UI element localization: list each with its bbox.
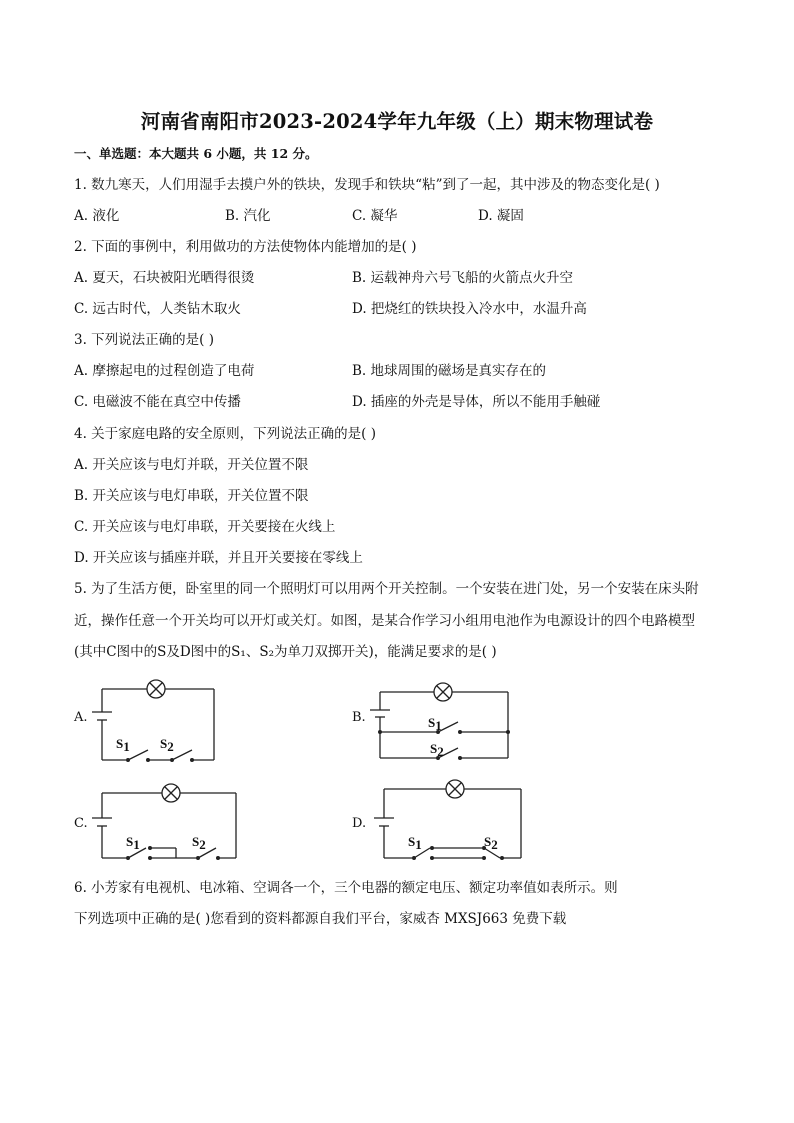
circuit-diagram-a [88,676,228,771]
question-1-stem: 1. 数九寒天，人们用湿手去摸户外的铁块，发现手和铁块“粘”到了一起，其中涉及的物态变化是( ) [74,177,660,193]
svg-text:S1: S1 [116,736,130,754]
q4-option-d: D. 开关应该与插座并联，并且开关要接在零线上 [74,550,363,566]
q4-option-b: B. 开关应该与电灯串联，开关位置不限 [74,488,309,504]
circuit-d-label: D. [352,816,367,831]
section-heading: 一、单选题：本大题共 6 小题，共 12 分。 [74,146,318,161]
page-title: 河南省南阳市2023-2024学年九年级（上）期末物理试卷 [140,110,654,133]
circuit-a-label: A. [74,710,88,725]
q1-option-c: C. 凝华 [352,208,398,224]
circuit-diagram-d [372,776,532,866]
svg-text:S2: S2 [430,741,444,759]
question-6-line-2: 下列选项中正确的是( )您看到的资料都源自我们平台，家威杏 MXSJ663 免费下载 [74,911,567,927]
q2-option-b: B. 运载神舟六号飞船的火箭点火升空 [352,270,574,286]
q3-option-a: A. 摩擦起电的过程创造了电荷 [74,363,255,379]
question-5-line-3: (其中C图中的S及D图中的S₁、S₂为单刀双掷开关)，能满足要求的是( ) [74,644,497,660]
q2-option-d: D. 把烧红的铁块投入冷水中，水温升高 [352,301,587,317]
q3-option-d: D. 插座的外壳是导体，所以不能用手触碰 [352,394,601,410]
circuit-diagram-b [368,680,518,765]
circuit-c-label: C. [74,816,88,831]
question-5-line-1: 5. 为了生活方便，卧室里的同一个照明灯可以用两个开关控制。一个安装在进门处，另一个安装在床头附 [74,581,699,597]
q1-option-d: D. 凝固 [478,208,524,224]
svg-text:S1: S1 [126,834,140,852]
svg-text:S2: S2 [160,736,174,754]
question-2-stem: 2. 下面的事例中，利用做功的方法使物体内能增加的是( ) [74,239,417,255]
q4-option-a: A. 开关应该与电灯并联，开关位置不限 [74,457,309,473]
q1-option-b: B. 汽化 [225,208,271,224]
q4-option-c: C. 开关应该与电灯串联，开关要接在火线上 [74,519,336,535]
svg-text:S1: S1 [408,834,422,852]
question-3-stem: 3. 下列说法正确的是( ) [74,332,214,348]
circuit-diagram-c [88,780,248,870]
svg-text:S2: S2 [192,834,206,852]
question-6-line-1: 6. 小芳家有电视机、电冰箱、空调各一个，三个电器的额定电压、额定功率值如表所示。则 [74,880,618,896]
q3-option-c: C. 电磁波不能在真空中传播 [74,394,241,410]
q1-option-a: A. 液化 [74,208,120,224]
circuit-b-label: B. [352,710,366,725]
svg-text:S1: S1 [428,715,442,733]
question-4-stem: 4. 关于家庭电路的安全原则，下列说法正确的是( ) [74,426,376,442]
q2-option-c: C. 远古时代，人类钻木取火 [74,301,241,317]
q3-option-b: B. 地球周围的磁场是真实存在的 [352,363,547,379]
question-5-line-2: 近，操作任意一个开关均可以开灯或关灯。如图，是某合作学习小组用电池作为电源设计的四个电路模型 [74,613,695,629]
svg-text:S2: S2 [484,834,498,852]
q2-option-a: A. 夏天，石块被阳光晒得很烫 [74,270,255,286]
